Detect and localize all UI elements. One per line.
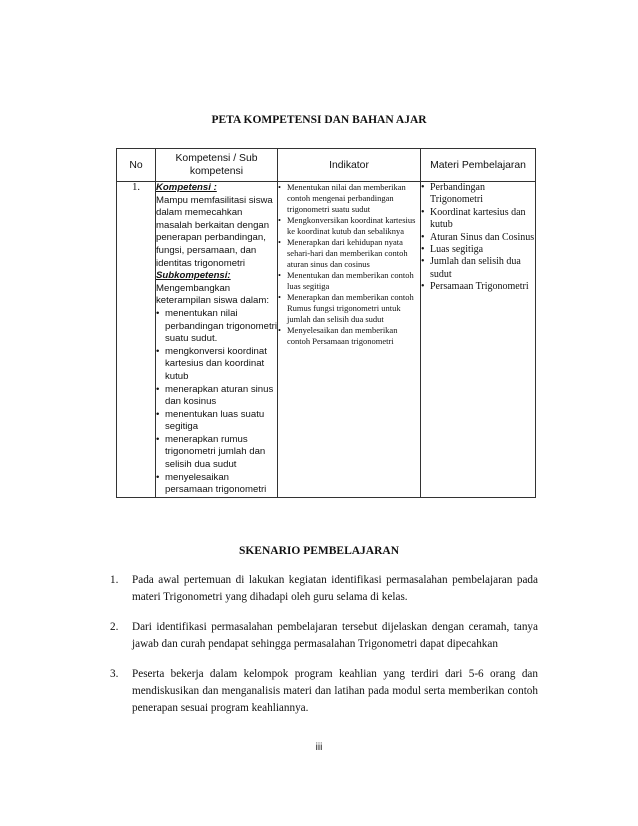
materi-list — [421, 182, 535, 294]
indikator-list — [278, 182, 420, 347]
list-item — [110, 572, 538, 606]
step-text: Pada awal pertemuan di lakukan kegiatan identifikasi permasalahan pembelajaran pada materi Trigonometri yang dihadapi oleh guru selama di kelas. — [132, 574, 538, 603]
list-item: • Menerapkan dan memberikan contoh Rumus fungsi trigonometri untuk jumlah dan selisih dua sudut — [278, 292, 420, 325]
step-number: 1. — [110, 574, 119, 586]
step-number: 2. — [110, 621, 119, 633]
list-item: • Perbandingan Trigonometri — [421, 182, 535, 207]
header-kompetensi: Kompetensi / Sub kompetensi — [156, 149, 278, 182]
list-item: • menyelesaikan persamaan trigonometri — [156, 472, 277, 497]
list-item: • mengkonversi koordinat kartesius dan koordinat kutub — [156, 346, 277, 384]
list-item: • menentukan nilai perbandingan trigonometri suatu sudut. — [156, 308, 277, 346]
list-item: • Menentukan dan memberikan contoh luas segitiga — [278, 270, 420, 292]
competency-table — [116, 148, 536, 498]
header-no: No — [117, 149, 156, 182]
list-item: • Persamaan Trigonometri — [421, 281, 535, 293]
list-item: • Menyelesaikan dan memberikan contoh Persamaan trigonometri — [278, 325, 420, 347]
cell-indikator — [278, 182, 421, 498]
page-number: iii — [315, 742, 323, 753]
table-header-row — [117, 149, 536, 182]
kompetensi-text: Mampu memfasilitasi siswa dalam memecahkan masalah berkaitan dengan penerapan perbandingan, fungsi, persamaan, dan identitas trigonometri — [156, 194, 273, 269]
step-text: Peserta bekerja dalam kelompok program keahlian yang terdiri dari 5-6 orang dan mendiskusikan dan menganalisis materi dan latihan pada modul serta memberikan contoh penerapan sesuai program keahliannya. — [132, 668, 538, 714]
cell-kompetensi — [156, 182, 278, 498]
table-row — [117, 182, 536, 498]
header-indikator: Indikator — [278, 149, 421, 182]
list-item: • Luas segitiga — [421, 244, 535, 256]
header-materi: Materi Pembelajaran — [421, 149, 536, 182]
subkompetensi-text: Mengembangkan keterampilan siswa dalam: — [156, 282, 270, 307]
list-item: • Menentukan nilai dan memberikan contoh mengenai perbandingan trigonometri suatu sudut — [278, 182, 420, 215]
page-title: PETA KOMPETENSI DAN BAHAN AJAR — [211, 114, 427, 126]
list-item: • Menerapkan dari kehidupan nyata sehari-hari dan memberikan contoh aturan sinus dan cosinus — [278, 237, 420, 270]
subkompetensi-list — [156, 308, 277, 497]
list-item: • Koordinat kartesius dan kutub — [421, 207, 535, 232]
subkompetensi-heading: Subkompetensi: — [156, 270, 231, 282]
skenario-list — [110, 572, 538, 730]
list-item: • menentukan luas suatu segitiga — [156, 409, 277, 434]
step-text: Dari identifikasi permasalahan pembelajaran tersebut dijelaskan dengan ceramah, tanya jawab dan curah pendapat sehingga permasalahan Trigonometri dapat dipecahkan — [132, 621, 538, 650]
list-item: • Mengkonversikan koordinat kartesius ke koordinat kutub dan sebaliknya — [278, 215, 420, 237]
list-item — [110, 666, 538, 717]
cell-materi — [421, 182, 536, 498]
kompetensi-heading: Kompetensi : — [156, 182, 217, 193]
list-item: • Jumlah dan selisih dua sudut — [421, 256, 535, 281]
list-item: • Aturan Sinus dan Cosinus — [421, 232, 535, 244]
cell-no: 1. — [117, 182, 156, 498]
list-item: • menerapkan aturan sinus dan kosinus — [156, 384, 277, 409]
skenario-title: SKENARIO PEMBELAJARAN — [238, 545, 400, 557]
step-number: 3. — [110, 668, 119, 680]
list-item: • menerapkan rumus trigonometri jumlah dan selisih dua sudut — [156, 434, 277, 472]
list-item — [110, 619, 538, 653]
